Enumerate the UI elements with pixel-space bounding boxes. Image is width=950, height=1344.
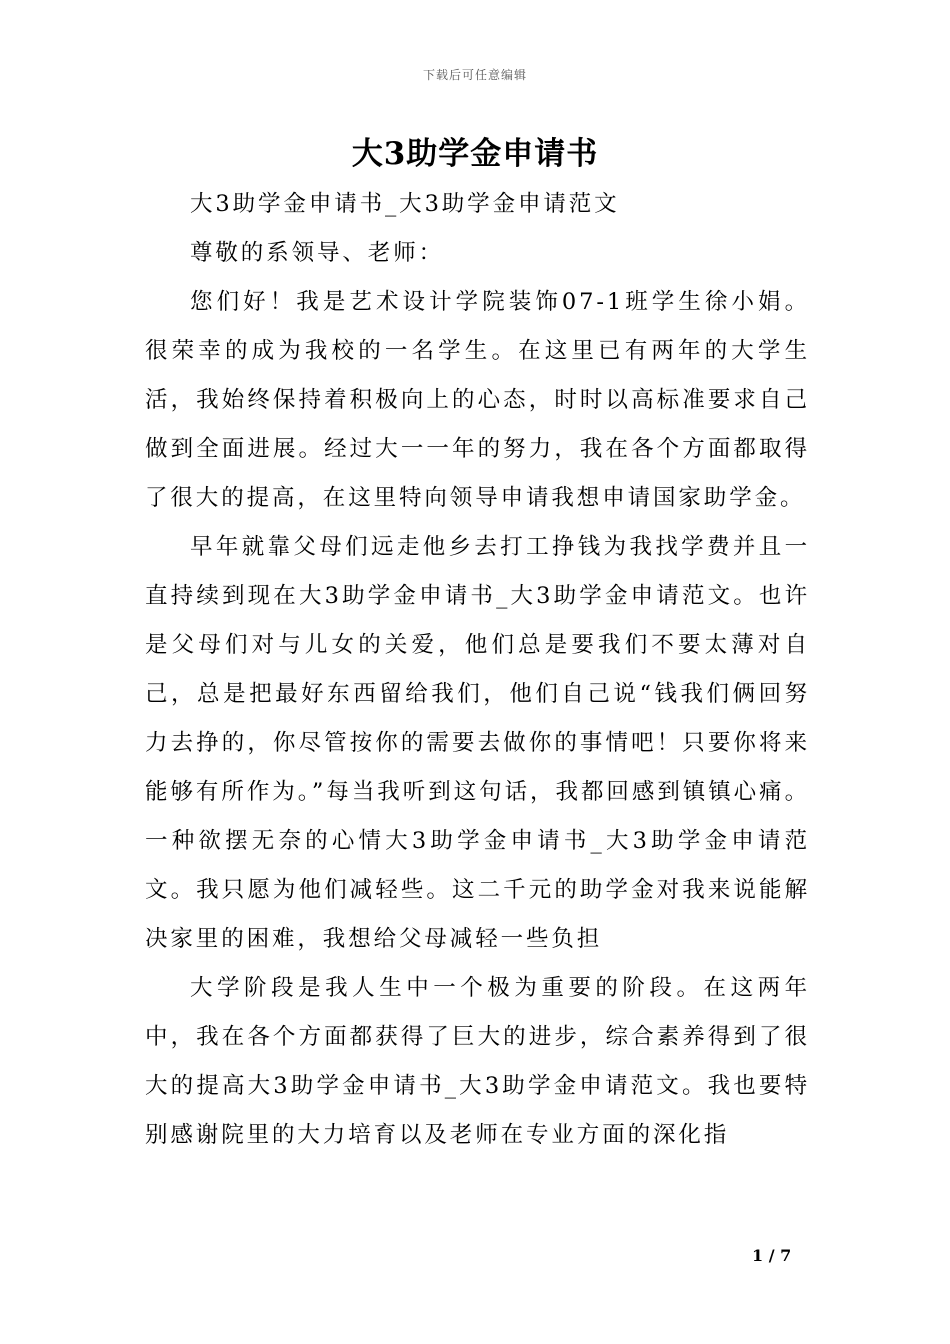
document-body xyxy=(145,180,810,1160)
subtitle-paragraph: 大3助学金申请书_大3助学金申请范文 xyxy=(190,191,620,217)
body-paragraph-1: 您们好！我是艺术设计学院装饰07-1班学生徐小娟。很荣幸的成为我校的一名学生。在这里已有两年的大学生活，我始终保持着积极向上的心态，时时以高标准要求自己做到全面进展。经过大一一年的努力，我在各个方面都取得了很大的提高，在这里特向领导申请我想申请国家助学金。 xyxy=(145,289,810,511)
body-paragraph-2: 早年就靠父母们远走他乡去打工挣钱为我找学费并且一直持续到现在大3助学金申请书_大3助学金申请范文。也许是父母们对与儿女的关爱，他们总是要我们不要太薄对自己，总是把最好东西留给我们，他们自己说“钱我们俩回努力去挣的，你尽管按你的需要去做你的事情吧！只要你将来能够有所作为。”每当我听到这句话，我都回感到镇镇心痛。一种欲摆无奈的心情大3助学金申请书_大3助学金申请范文。我只愿为他们减轻些。这二千元的助学金对我来说能解决家里的困难，我想给父母减轻一些负担 xyxy=(145,534,810,952)
page-number: 1 / 7 xyxy=(752,1246,792,1265)
body-paragraph-3: 大学阶段是我人生中一个极为重要的阶段。在这两年中，我在各个方面都获得了巨大的进步，综合素养得到了很大的提高大3助学金申请书_大3助学金申请范文。我也要特别感谢院里的大力培育以及老师在专业方面的深化指 xyxy=(145,975,810,1148)
document-title: 大3助学金申请书 xyxy=(351,136,599,172)
salutation-paragraph: 尊敬的系领导、老师： xyxy=(190,240,445,266)
header-note: 下载后可任意编辑 xyxy=(422,68,527,82)
